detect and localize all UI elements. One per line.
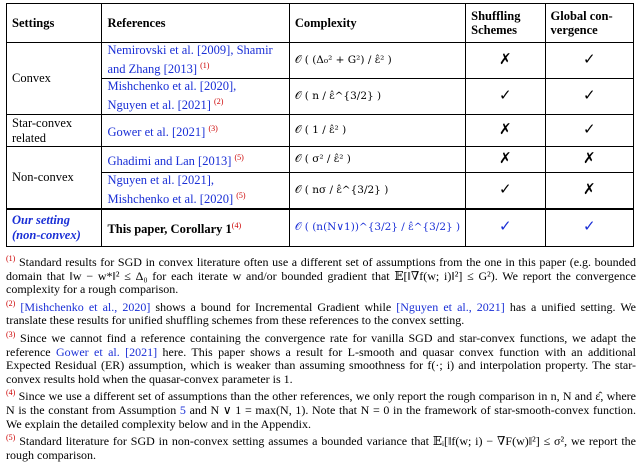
reference-text: This paper, Corollary 1 (107, 222, 232, 237)
citation-link[interactable]: Gower et al. [2021] (56, 344, 158, 359)
citation-link[interactable]: [Mishchenko et al., 2020] (20, 299, 151, 314)
global-cell: ✓ (545, 43, 633, 79)
header-settings: Settings (7, 4, 102, 43)
reference-link[interactable]: Nguyen et al. [2021], (107, 173, 215, 188)
table-row-ours (7, 209, 634, 247)
header-shuffling: Shuffling Schemes (466, 4, 545, 43)
setting-cell: Star-convex related (7, 115, 102, 147)
footnote-3: $^{(3)}$ Since we cannot find a reference containing the convergence rate for vanilla SGD and star-convex functions, we adapt the reference Gower et al. [2021] here. This paper shows a result for L-smooth and quasar convex function with an additional Expected Residual (ER) assumption, which is weaker than assuming smoothness for f(·; i) and interpolation property. The star-convex results hold when the quasar-convex parameter is 1. (6, 329, 637, 386)
shuffling-cell: ✓ (466, 209, 545, 247)
reference-cell (102, 209, 289, 247)
global-cell: ✓ (545, 115, 633, 147)
footnote-5: $^{(5)}$ Standard literature for SGD in non-convex setting assumes a bounded variance that 𝔼ᵢ[‖f(w; i) − ∇F(w)‖²] ≤ σ², we report the rough comparison. (6, 433, 636, 462)
citation-link[interactable]: [Nguyen et al., 2021] (396, 299, 505, 314)
comparison-table (6, 3, 634, 247)
setting-cell: Convex (7, 43, 102, 115)
complexity-cell: 𝒪 ( (Δ₀² + G²) / ε̂² ) (289, 43, 465, 79)
footnote-marker[interactable]: (5) (236, 191, 246, 201)
complexity-cell: 𝒪 ( σ² / ε̂² ) (289, 147, 465, 173)
footnote-marker[interactable]: (4) (231, 221, 242, 231)
setting-cell: Our setting (non-convex) (7, 209, 102, 247)
reference-link[interactable]: Gower et al. [2021] (107, 125, 206, 140)
header-row (7, 4, 634, 43)
table-row (7, 115, 634, 147)
header-global: Global con- vergence (545, 4, 633, 43)
global-cell: ✗ (545, 173, 633, 209)
reference-cell (102, 43, 289, 79)
table-row (7, 43, 634, 79)
complexity-cell: 𝒪 ( (n(N∨1))^{3/2} / ε̂^{3/2} ) (289, 209, 465, 247)
shuffling-cell: ✗ (466, 147, 545, 173)
reference-cell (102, 147, 289, 173)
complexity-cell: 𝒪 ( 1 / ε̂² ) (289, 115, 465, 147)
setting-cell: Non-convex (7, 147, 102, 209)
reference-link[interactable]: Ghadimi and Lan [2013] (107, 154, 232, 169)
footnote-marker[interactable]: (5) (234, 152, 244, 162)
shuffling-cell: ✗ (466, 115, 545, 147)
footnote-1: $^{(1)}$ Standard results for SGD in convex literature often use a different set of assumptions from the one in this paper (e.g. bounded domain that ‖w − w*‖² ≤ Δ₀ for each iterate w and/or bounded gradient that 𝔼[‖∇f(w; i)‖²] ≤ G²). We report the convergence complexity for a rough comparison. (6, 254, 636, 297)
global-cell: ✓ (545, 209, 633, 247)
reference-cell (102, 79, 289, 115)
footnote-2: $^{(2)}$ [Mishchenko et al., 2020] shows a bound for Incremental Gradient while [Nguyen et al., 2021] has a unified setting. We translate these results for unified shuffling schemes from these references to the convex setting. (6, 298, 637, 328)
shuffling-cell: ✓ (466, 173, 545, 209)
footnote-marker[interactable]: (2) (214, 97, 224, 107)
assumption-link[interactable]: 5 (179, 402, 186, 417)
footnotes (6, 252, 636, 462)
reference-link[interactable]: Nemirovski et al. [2009], Shamir (107, 43, 273, 58)
shuffling-cell: ✗ (466, 43, 545, 79)
shuffling-cell: ✓ (466, 79, 545, 115)
header-complexity: Complexity (289, 4, 465, 43)
table-row (7, 147, 634, 173)
reference-link[interactable]: Nguyen et al. [2021] (107, 98, 211, 113)
global-cell: ✗ (545, 147, 633, 173)
reference-link[interactable]: and Zhang [2013] (107, 62, 198, 77)
header-references: References (102, 4, 289, 43)
reference-cell (102, 115, 289, 147)
complexity-cell: 𝒪 ( n / ε̂^{3/2} ) (289, 79, 465, 115)
reference-link[interactable]: Mishchenko et al. [2020] (107, 192, 234, 207)
reference-cell (102, 173, 289, 209)
footnote-4: $^{(4)}$ Since we use a different set of assumptions than the other references, we only report the rough comparison in n, N and ε̂, where N is the constant from Assumption 5 and N ∨ 1 = max(N, 1). Note that N = 0 in the framework of star-smooth-convex function. We explain the detailed complexity below and in the Appendix. (6, 388, 636, 431)
global-cell: ✓ (545, 79, 633, 115)
footnote-marker[interactable]: (1) (200, 61, 210, 71)
reference-link[interactable]: Mishchenko et al. [2020], (107, 79, 237, 94)
footnote-marker[interactable]: (3) (208, 123, 218, 133)
complexity-cell: 𝒪 ( nσ / ε̂^{3/2} ) (289, 173, 465, 209)
